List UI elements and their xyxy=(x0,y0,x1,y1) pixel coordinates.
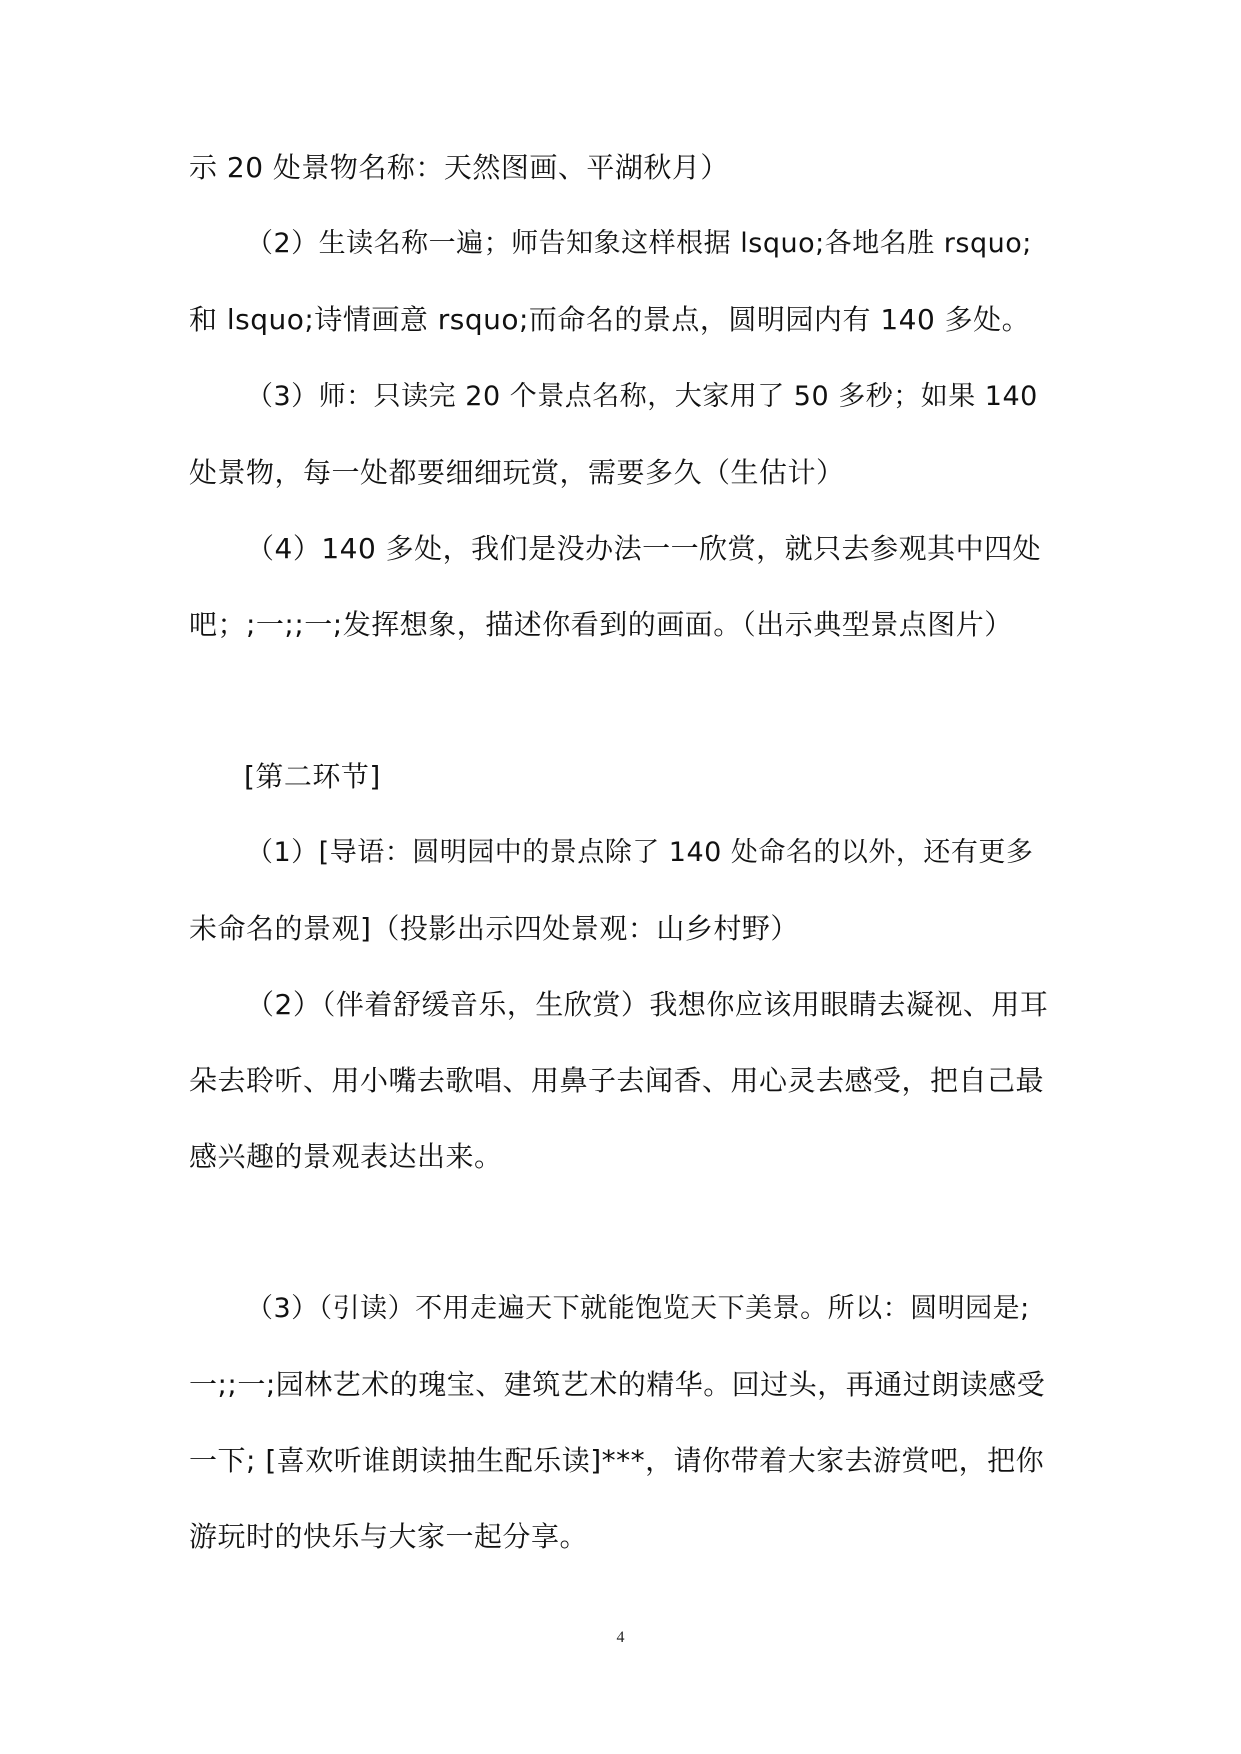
text-line-7: 吧；;一;;一;发挥想象，描述你看到的画面。（出示典型景点图片） xyxy=(189,608,1013,641)
text-line-9: 未命名的景观]（投影出示四处景观：山乡村野） xyxy=(189,912,799,945)
text-line-2: （2）生读名称一遍；师告知象这样根据 lsquo;各地名胜 rsquo; xyxy=(246,228,1032,259)
text-line-4: （3）师：只读完 20 个景点名称，大家用了 50 多秒；如果 140 xyxy=(246,381,1038,412)
text-line-8: （1）[导语：圆明园中的景点除了 140 处命名的以外，还有更多 xyxy=(246,837,1034,868)
text-line-5: 处景物，每一处都要细细玩赏，需要多久（生估计） xyxy=(189,456,845,489)
text-line-13: （3）（引读）不用走遍天下就能饱览天下美景。所以：圆明园是; xyxy=(246,1293,1030,1324)
text-line-11: 朵去聆听、用小嘴去歌唱、用鼻子去闻香、用心灵去感受，把自己最 xyxy=(189,1064,1045,1097)
text-line-14: 一;;一;园林艺术的瑰宝、建筑艺术的精华。回过头，再通过朗读感受 xyxy=(189,1368,1046,1401)
text-line-10: （2）（伴着舒缓音乐，生欣赏）我想你应该用眼睛去凝视、用耳 xyxy=(246,988,1049,1021)
text-line-6: （4）140 多处，我们是没办法一一欣赏，就只去参观其中四处 xyxy=(246,532,1042,565)
text-line-12: 感兴趣的景观表达出来。 xyxy=(189,1140,503,1173)
text-line-15: 一下; [喜欢听谁朗读抽生配乐读]***，请你带着大家去游赏吧，把你 xyxy=(189,1444,1045,1477)
text-line-16: 游玩时的快乐与大家一起分享。 xyxy=(189,1520,589,1553)
page-number: 4 xyxy=(616,1629,625,1646)
text-line-3: 和 lsquo;诗情画意 rsquo;而命名的景点，圆明园内有 140 多处。 xyxy=(189,303,1031,336)
section-heading: [第二环节] xyxy=(244,760,381,793)
text-line-1: 示 20 处景物名称：天然图画、平湖秋月） xyxy=(189,151,729,184)
